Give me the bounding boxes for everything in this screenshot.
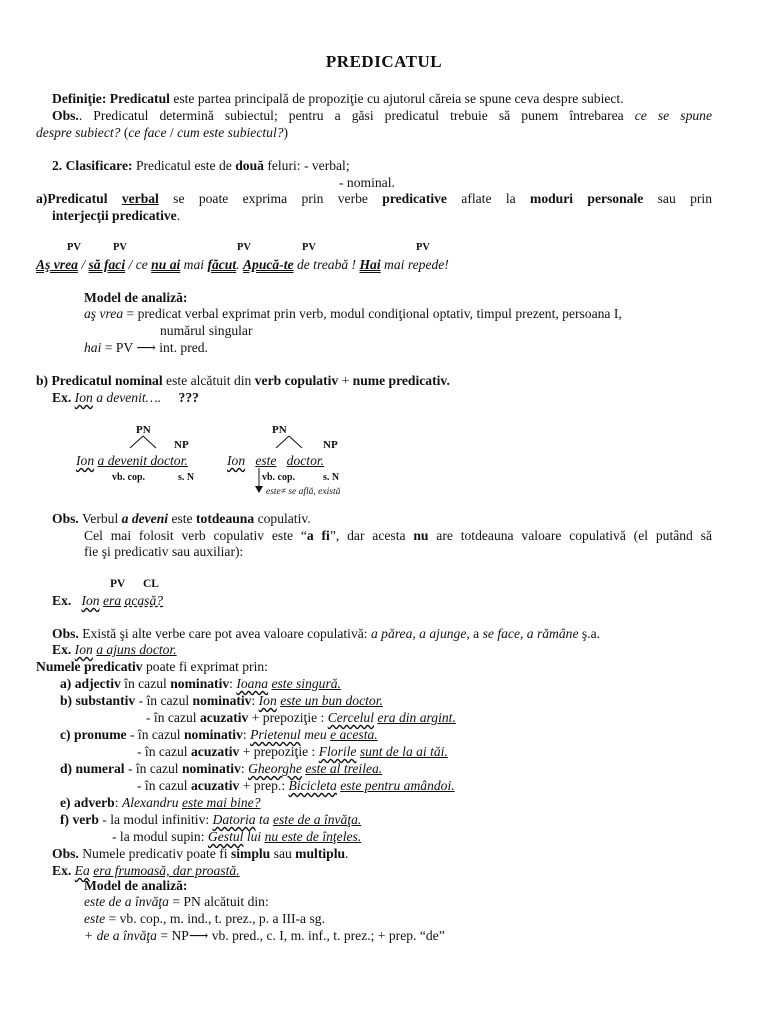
ex2-tag-pv: PV [110, 578, 126, 590]
verbal-text5: sau prin [643, 191, 712, 206]
np-f-ta: ta [255, 812, 273, 827]
np-c-meu: meu [300, 727, 331, 742]
ex-sep2: / ce [125, 257, 152, 272]
ex2-label: Ex. [52, 593, 72, 608]
obs2-line1 [52, 511, 311, 527]
nominal-example [52, 390, 199, 406]
np-f-label: f) verb [60, 812, 99, 827]
definition-label: Definiţie: [52, 91, 107, 106]
nominal-verb: verb copulativ [254, 373, 339, 388]
tree2-sn: s. N [323, 472, 340, 483]
tree1-sn: s. N [178, 472, 195, 483]
tree2-vb: vb. cop. [262, 472, 296, 483]
np-d-t3: : [240, 761, 249, 776]
nominal-title: b) Predicatul nominal [36, 373, 163, 388]
tree2-branches [274, 436, 304, 450]
tree2-note: este≠ se află, există [266, 487, 341, 497]
np-c-subj: Prietenul [250, 727, 301, 742]
np-e-label: e) adverb [60, 795, 115, 810]
model2-title-text: Model de analiză: [84, 878, 188, 893]
ex2-tag-cl: CL [143, 578, 159, 590]
ex-apuca-te: Apucă-te [242, 257, 294, 272]
obs3-d: se face, a rămâne [482, 626, 579, 641]
nominal-ex-question: ??? [178, 390, 199, 405]
obs2-line3: fie şi predicativ sau auxiliar): [84, 544, 244, 559]
np-item-c [60, 727, 378, 743]
tree1-sentence [76, 453, 188, 469]
obs2-a: Verbul [78, 511, 122, 526]
np-c-t3: : [242, 727, 251, 742]
obs3-ex-ion: Ion [74, 642, 93, 657]
tree2-noun: doctor. [286, 453, 325, 468]
np-c-label: c) pronume [60, 727, 127, 742]
model1-line2: numărul singular [160, 323, 253, 338]
obs4-example [52, 863, 240, 879]
ex-as-vrea: Aş vrea [36, 257, 78, 272]
obs1-line1 [52, 108, 712, 124]
model2-inf-desc: = NP⟶ vb. pred., c. I, m. inf., t. prez.; + prep. “de” [156, 928, 445, 943]
verbal-period: . [176, 208, 181, 223]
ex2-acasa: acasă? [124, 593, 164, 608]
np-f2-subj: Gestul [207, 829, 244, 844]
verbal-interjections: interjecţii predicative [52, 208, 177, 223]
model1-desc: = predicat verbal exprimat prin verb, modul condiţional optativ, timpul prezent, persoana I, [123, 306, 622, 321]
nominal-text: este alcătuit din [162, 373, 255, 388]
obs2-l2e: are totdeauna valoare copulativă (el putând să [428, 528, 713, 543]
np-heading [36, 659, 268, 675]
np-a-t1: în cazul [120, 676, 171, 691]
ex-sep1: / [77, 257, 89, 272]
model2-line1 [84, 894, 269, 910]
tree2-verb: este [255, 453, 277, 468]
ex-sep3: . [236, 257, 243, 272]
np-e-pred: este mai bine? [181, 795, 261, 810]
verbal-heading [36, 191, 712, 207]
np-f-t1: - la modul infinitiv: [98, 812, 213, 827]
obs1-slash: / [166, 125, 178, 140]
np-b2-t1: - în cazul [146, 710, 200, 725]
ex-sa-faci: să faci [88, 257, 126, 272]
obs3-c: , a [466, 626, 483, 641]
ex-facut: făcut [207, 257, 237, 272]
np-b2-t3: + prepoziţie : [248, 710, 328, 725]
np-c-t1: - în cazul [126, 727, 184, 742]
model2-este: este [84, 911, 106, 926]
obs3-e: ş.a. [578, 626, 601, 641]
obs1-label: Obs. [52, 108, 79, 123]
np-d-pred: este al treilea. [305, 761, 383, 776]
obs4-ex-pred: era frumoasă, dar proastă. [93, 863, 240, 878]
nominal-heading [36, 373, 450, 389]
obs1-paren-close: ) [283, 125, 289, 140]
verbal-line2 [52, 208, 180, 224]
obs3-label: Obs. [52, 626, 79, 641]
obs2-nu: nu [413, 528, 429, 543]
np-c2-t1: - în cazul [137, 744, 191, 759]
np-f2-pred: nu este de înţeles. [264, 829, 362, 844]
ex-mai: mai [180, 257, 208, 272]
obs2-c: este [168, 511, 196, 526]
verbal-predicative: predicative [382, 191, 447, 206]
np-d2-subj: Bicicleta [288, 778, 337, 793]
model2-inf: + de a învăţa [84, 928, 157, 943]
np-d-label: d) numeral [60, 761, 125, 776]
tree1-branches [128, 436, 158, 450]
ex2-line [52, 593, 163, 609]
np-item-b2 [146, 710, 456, 726]
nominal-np: nume predicativ. [352, 373, 450, 388]
classification-count: două [235, 158, 264, 173]
np-text: poate fi exprimat prin: [142, 659, 268, 674]
np-a-label: a) adjectiv [60, 676, 121, 691]
obs4-ex-label: Ex. [52, 863, 72, 878]
ex-hai: Hai [359, 257, 381, 272]
obs4-label: Obs. [52, 846, 79, 861]
definition-text: este partea principală de propoziţie cu ajutorul căreia se spune ceva despre subiect. [169, 91, 624, 106]
classification-label: 2. Clasificare: [52, 158, 133, 173]
obs2-l2c: ”, dar acesta [329, 528, 414, 543]
np-e-subj: Alexandru [121, 795, 179, 810]
np-f2-t1: - la modul supin: [112, 829, 208, 844]
np-item-e [60, 795, 261, 811]
obs1-q2: ce face [128, 125, 167, 140]
tree2-np: NP [323, 439, 338, 451]
obs4-simplu: simplu [230, 846, 271, 861]
ex-mai-repede: mai repede! [380, 257, 449, 272]
model2-line3 [84, 928, 445, 944]
model1-title [84, 290, 187, 306]
model2-term: este de a învăţa [84, 894, 169, 909]
verbal-title: Predicatul [47, 191, 108, 206]
np-a-pred: este singură. [271, 676, 341, 691]
verbal-example [36, 257, 449, 273]
tree2-subject: Ion [227, 453, 246, 468]
np-f2-lui: lui [243, 829, 265, 844]
model1-line3 [84, 340, 208, 356]
obs2-e: copulativ. [254, 511, 311, 526]
tree1-predicate: a devenit doctor. [97, 453, 188, 468]
obs3-example [52, 642, 177, 658]
obs3-a: Există şi alte verbe care pot avea valoare copulativă: [78, 626, 371, 641]
obs1-q3: cum este subiectul? [177, 125, 284, 140]
np-item-d2 [137, 778, 455, 794]
nominal-ex-verb: a devenit…. [92, 390, 162, 405]
obs2-totdeauna: totdeauna [196, 511, 255, 526]
nominal-ex-label: Ex. [52, 390, 72, 405]
nominal-plus: + [338, 373, 353, 388]
verbal-text3: aflate la [446, 191, 530, 206]
ex2-era: era [103, 593, 122, 608]
down-arrow-icon [254, 468, 264, 494]
verbal-marker: a) [36, 191, 48, 206]
np-d2-case: acuzativ [190, 778, 240, 793]
np-c-pred: e acesta. [330, 727, 378, 742]
np-item-a [60, 676, 341, 692]
model2-desc: = PN alcătuit din: [168, 894, 269, 909]
model1-title-text: Model de analiză: [84, 290, 188, 305]
obs2-label: Obs. [52, 511, 79, 526]
obs4-line [52, 846, 348, 862]
np-b-case: nominativ [192, 693, 252, 708]
pv-tag-1: PV [67, 242, 81, 253]
model1-line1 [84, 306, 622, 322]
np-b-t1: - în cazul [135, 693, 193, 708]
obs4-a: Numele predicativ poate fi [78, 846, 231, 861]
np-item-d [60, 761, 382, 777]
nominal-ex-ion: Ion [74, 390, 93, 405]
verbal-moods: moduri personale [530, 191, 644, 206]
np-b-subj: Ion [258, 693, 277, 708]
obs3-ex-pred: a ajuns doctor. [96, 642, 177, 657]
obs2-line2 [84, 528, 712, 544]
obs1-question: ce se spune [634, 108, 712, 123]
np-item-f2 [112, 829, 361, 845]
pv-tag-5: PV [416, 242, 430, 253]
ex-de-treaba: de treabă ! [293, 257, 360, 272]
pv-tag-4: PV [302, 242, 316, 253]
np-f-pred: este de a învăţa. [272, 812, 362, 827]
np-a-t3: : [229, 676, 237, 691]
verbal-text1: se poate exprima prin verbe [158, 191, 383, 206]
obs4-ex-subj: Ea [74, 863, 90, 878]
np-e-t1: : [114, 795, 122, 810]
np-d2-pred: este pentru amândoi. [340, 778, 455, 793]
np-d-subj: Gheorghe [248, 761, 302, 776]
pv-tag-3: PV [237, 242, 251, 253]
np-d2-t3: + prep.: [239, 778, 289, 793]
tree1-np: NP [174, 439, 189, 451]
model1-term: aş vrea [84, 306, 124, 321]
np-c2-pred: sunt de la ai tăi. [359, 744, 448, 759]
definition-term: Predicatul [109, 91, 170, 106]
classification-text: Predicatul este de [132, 158, 236, 173]
obs4-multiplu: multiplu [295, 846, 346, 861]
ex-nu-ai: nu ai [151, 257, 181, 272]
obs1-text: . Predicatul determină subiectul; pentru a găsi predicatul trebuie să punem întrebarea [78, 108, 624, 123]
np-d-case: nominativ [181, 761, 241, 776]
classification-verbal: feluri: - verbal; [263, 158, 350, 173]
classification-nominal: - nominal. [339, 175, 395, 190]
model2-title [84, 878, 187, 894]
np-b2-subj: Cercelul [327, 710, 375, 725]
tree1-pn: PN [136, 424, 151, 436]
np-item-f [60, 812, 361, 828]
tree2-sentence [227, 453, 324, 469]
model1-hai-desc: = PV ⟶ int. pred. [101, 340, 208, 355]
np-d2-t1: - în cazul [137, 778, 191, 793]
obs3-ex-label: Ex. [52, 642, 72, 657]
obs3-line [52, 626, 600, 642]
classification-line [52, 158, 350, 174]
obs3-b: a părea, a ajunge [370, 626, 467, 641]
np-c2-t3: + prepoziţie : [239, 744, 319, 759]
obs4-e: . [345, 846, 349, 861]
definition-line [52, 91, 624, 107]
np-c-case: nominativ [183, 727, 243, 742]
np-item-c2 [137, 744, 448, 760]
tree2-pn: PN [272, 424, 287, 436]
model2-este-desc: = vb. cop., m. ind., t. prez., p. a III-a sg. [105, 911, 325, 926]
np-title: Numele predicativ [36, 659, 143, 674]
np-a-case: nominativ [170, 676, 230, 691]
ex2-ion: Ion [81, 593, 100, 608]
np-a-subj: Ioana [236, 676, 269, 691]
obs2-a-deveni: a deveni [121, 511, 169, 526]
np-item-b [60, 693, 383, 709]
np-b2-case: acuzativ [199, 710, 249, 725]
obs4-c: sau [270, 846, 296, 861]
np-b-t3: : [251, 693, 259, 708]
np-b-label: b) substantiv [60, 693, 136, 708]
obs1-paren-open: ( [120, 125, 129, 140]
obs2-l2a: Cel mai folosit verb copulativ este “ [84, 528, 307, 543]
tree1-subject: Ion [76, 453, 95, 468]
np-b2-pred: era din argint. [377, 710, 456, 725]
np-d-t1: - în cazul [124, 761, 182, 776]
pv-tag-2: PV [113, 242, 127, 253]
obs1-question-cont: despre subiect? [36, 125, 121, 140]
np-c2-case: acuzativ [190, 744, 240, 759]
model2-line2 [84, 911, 325, 927]
model1-hai: hai [84, 340, 102, 355]
obs1-line2 [36, 125, 288, 141]
np-f-subj: Datoria [212, 812, 256, 827]
np-c2-subj: Florile [318, 744, 357, 759]
np-b-pred: este un bun doctor. [280, 693, 383, 708]
page-title: PREDICATUL [325, 52, 443, 71]
tree1-vb: vb. cop. [112, 472, 146, 483]
obs2-a-fi: a fi [306, 528, 330, 543]
verbal-title-underlined: verbal [121, 191, 159, 206]
